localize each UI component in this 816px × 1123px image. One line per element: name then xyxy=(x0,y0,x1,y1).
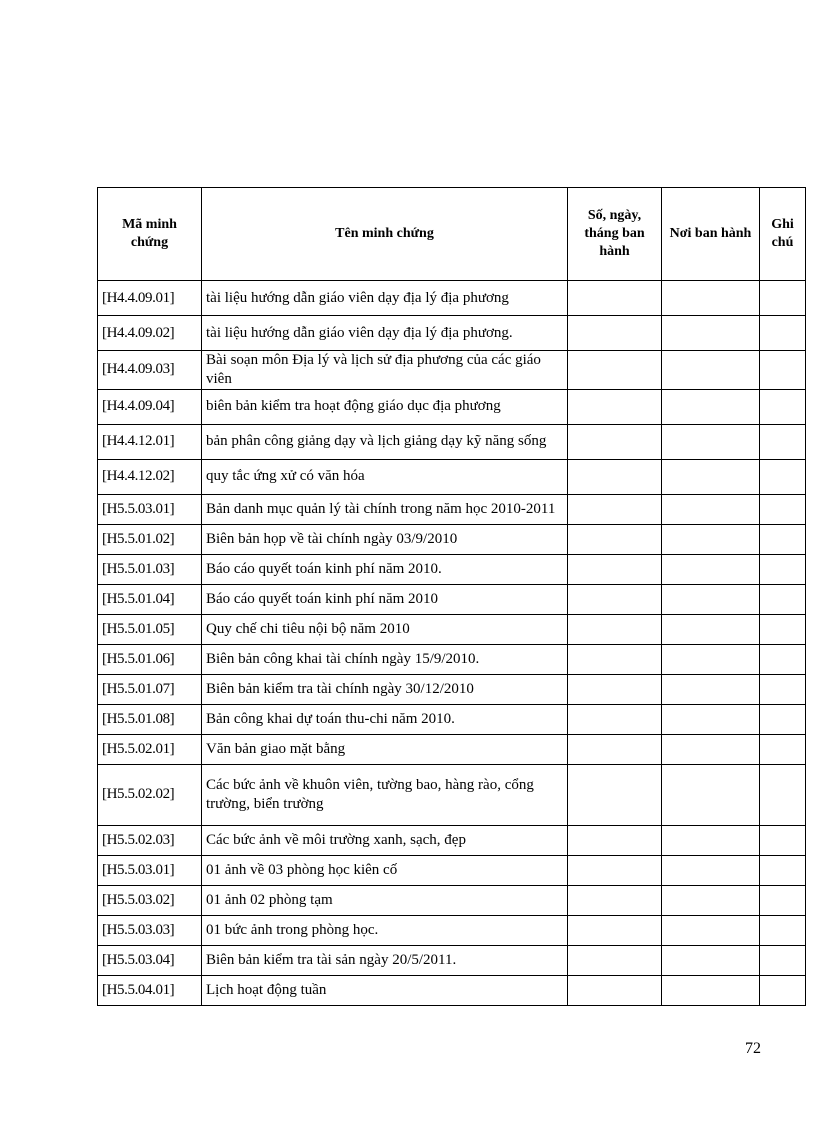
table-row xyxy=(98,734,806,764)
evidence-name-cell: Biên bản công khai tài chính ngày 15/9/2010. xyxy=(202,644,568,674)
evidence-code-cell: [H5.5.03.01] xyxy=(98,855,202,885)
issuer-cell xyxy=(662,915,760,945)
table-header-row xyxy=(98,188,806,281)
issuer-cell xyxy=(662,975,760,1005)
table-row xyxy=(98,554,806,584)
note-cell xyxy=(760,704,806,734)
evidence-code-cell: [H4.4.09.02] xyxy=(98,316,202,351)
table-body xyxy=(98,281,806,1006)
table-row xyxy=(98,584,806,614)
evidence-code-cell: [H5.5.03.04] xyxy=(98,945,202,975)
issuer-cell xyxy=(662,554,760,584)
issuer-cell xyxy=(662,704,760,734)
issuer-cell xyxy=(662,316,760,351)
table-row xyxy=(98,885,806,915)
note-cell xyxy=(760,885,806,915)
evidence-code-cell: [H4.4.12.02] xyxy=(98,459,202,494)
issuer-cell xyxy=(662,614,760,644)
evidence-name-cell: Bản danh mục quản lý tài chính trong năm học 2010-2011 xyxy=(202,494,568,524)
issue-date-cell xyxy=(568,855,662,885)
evidence-code-cell: [H5.5.01.02] xyxy=(98,524,202,554)
issue-date-cell xyxy=(568,644,662,674)
table-row xyxy=(98,975,806,1005)
evidence-name-cell: Biên bản kiểm tra tài chính ngày 30/12/2010 xyxy=(202,674,568,704)
issue-date-cell xyxy=(568,945,662,975)
table-row xyxy=(98,351,806,390)
evidence-name-cell: Biên bản kiểm tra tài sản ngày 20/5/2011. xyxy=(202,945,568,975)
evidence-code-cell: [H5.5.03.02] xyxy=(98,885,202,915)
issuer-cell xyxy=(662,825,760,855)
issuer-cell xyxy=(662,459,760,494)
header-code: Mã minh chứng xyxy=(98,188,202,281)
note-cell xyxy=(760,644,806,674)
evidence-name-cell: quy tắc ứng xử có văn hóa xyxy=(202,459,568,494)
issue-date-cell xyxy=(568,975,662,1005)
table-row xyxy=(98,644,806,674)
issue-date-cell xyxy=(568,494,662,524)
issuer-cell xyxy=(662,644,760,674)
evidence-code-cell: [H5.5.01.04] xyxy=(98,584,202,614)
evidence-name-cell: Lịch hoạt động tuần xyxy=(202,975,568,1005)
issue-date-cell xyxy=(568,674,662,704)
note-cell xyxy=(760,825,806,855)
issue-date-cell xyxy=(568,554,662,584)
issue-date-cell xyxy=(568,424,662,459)
evidence-name-cell: Báo cáo quyết toán kinh phí năm 2010. xyxy=(202,554,568,584)
evidence-code-cell: [H5.5.02.01] xyxy=(98,734,202,764)
note-cell xyxy=(760,584,806,614)
issue-date-cell xyxy=(568,351,662,390)
header-issue-date: Số, ngày, tháng ban hành xyxy=(568,188,662,281)
note-cell xyxy=(760,975,806,1005)
note-cell xyxy=(760,459,806,494)
evidence-name-cell: Quy chế chi tiêu nội bộ năm 2010 xyxy=(202,614,568,644)
evidence-name-cell: 01 ảnh 02 phòng tạm xyxy=(202,885,568,915)
note-cell xyxy=(760,554,806,584)
issuer-cell xyxy=(662,351,760,390)
evidence-name-cell: Các bức ảnh về khuôn viên, tường bao, hàng rào, cổng trường, biển trường xyxy=(202,764,568,825)
issuer-cell xyxy=(662,424,760,459)
evidence-code-cell: [H5.5.03.01] xyxy=(98,494,202,524)
table-row xyxy=(98,614,806,644)
note-cell xyxy=(760,855,806,885)
note-cell xyxy=(760,281,806,316)
evidence-code-cell: [H5.5.01.05] xyxy=(98,614,202,644)
evidence-name-cell: 01 bức ảnh trong phòng học. xyxy=(202,915,568,945)
table-row xyxy=(98,674,806,704)
table-row xyxy=(98,855,806,885)
issue-date-cell xyxy=(568,459,662,494)
table-row xyxy=(98,424,806,459)
evidence-name-cell: Báo cáo quyết toán kinh phí năm 2010 xyxy=(202,584,568,614)
note-cell xyxy=(760,316,806,351)
evidence-name-cell: 01 ảnh về 03 phòng học kiên cố xyxy=(202,855,568,885)
evidence-name-cell: biên bản kiểm tra hoạt động giáo dục địa phương xyxy=(202,389,568,424)
evidence-code-cell: [H5.5.01.08] xyxy=(98,704,202,734)
issuer-cell xyxy=(662,524,760,554)
note-cell xyxy=(760,915,806,945)
issue-date-cell xyxy=(568,614,662,644)
note-cell xyxy=(760,734,806,764)
evidence-name-cell: Bản công khai dự toán thu-chi năm 2010. xyxy=(202,704,568,734)
table-row xyxy=(98,316,806,351)
issue-date-cell xyxy=(568,524,662,554)
issuer-cell xyxy=(662,945,760,975)
evidence-name-cell: Biên bản họp về tài chính ngày 03/9/2010 xyxy=(202,524,568,554)
issuer-cell xyxy=(662,855,760,885)
issuer-cell xyxy=(662,674,760,704)
note-cell xyxy=(760,389,806,424)
evidence-code-cell: [H5.5.01.07] xyxy=(98,674,202,704)
evidence-code-cell: [H4.4.09.04] xyxy=(98,389,202,424)
evidence-code-cell: [H5.5.01.06] xyxy=(98,644,202,674)
table-row xyxy=(98,459,806,494)
issue-date-cell xyxy=(568,281,662,316)
evidence-code-cell: [H5.5.04.01] xyxy=(98,975,202,1005)
issuer-cell xyxy=(662,389,760,424)
evidence-name-cell: bản phân công giảng dạy và lịch giảng dạy kỹ năng sống xyxy=(202,424,568,459)
header-issuer: Nơi ban hành xyxy=(662,188,760,281)
table-row xyxy=(98,494,806,524)
evidence-code-cell: [H5.5.02.03] xyxy=(98,825,202,855)
evidence-code-cell: [H4.4.09.01] xyxy=(98,281,202,316)
evidence-code-cell: [H5.5.01.03] xyxy=(98,554,202,584)
evidence-name-cell: tài liệu hướng dẫn giáo viên dạy địa lý địa phương. xyxy=(202,316,568,351)
table-row xyxy=(98,915,806,945)
header-note: Ghi chú xyxy=(760,188,806,281)
note-cell xyxy=(760,494,806,524)
table-row xyxy=(98,704,806,734)
page-number: 72 xyxy=(745,1040,761,1057)
note-cell xyxy=(760,945,806,975)
evidence-code-cell: [H4.4.09.03] xyxy=(98,351,202,390)
note-cell xyxy=(760,351,806,390)
issue-date-cell xyxy=(568,825,662,855)
evidence-code-cell: [H4.4.12.01] xyxy=(98,424,202,459)
issue-date-cell xyxy=(568,704,662,734)
note-cell xyxy=(760,524,806,554)
table-row xyxy=(98,389,806,424)
issue-date-cell xyxy=(568,915,662,945)
evidence-name-cell: tài liệu hướng dẫn giáo viên dạy địa lý địa phương xyxy=(202,281,568,316)
table-row xyxy=(98,524,806,554)
note-cell xyxy=(760,674,806,704)
issuer-cell xyxy=(662,734,760,764)
evidence-code-cell: [H5.5.02.02] xyxy=(98,764,202,825)
issue-date-cell xyxy=(568,316,662,351)
table-row xyxy=(98,281,806,316)
evidence-name-cell: Văn bản giao mặt bằng xyxy=(202,734,568,764)
note-cell xyxy=(760,764,806,825)
issuer-cell xyxy=(662,584,760,614)
table-row xyxy=(98,825,806,855)
table-row xyxy=(98,764,806,825)
evidence-name-cell: Các bức ảnh về môi trường xanh, sạch, đẹp xyxy=(202,825,568,855)
note-cell xyxy=(760,424,806,459)
issue-date-cell xyxy=(568,764,662,825)
issuer-cell xyxy=(662,764,760,825)
header-name: Tên minh chứng xyxy=(202,188,568,281)
issuer-cell xyxy=(662,885,760,915)
issuer-cell xyxy=(662,281,760,316)
evidence-code-cell: [H5.5.03.03] xyxy=(98,915,202,945)
issue-date-cell xyxy=(568,734,662,764)
issuer-cell xyxy=(662,494,760,524)
issue-date-cell xyxy=(568,584,662,614)
issue-date-cell xyxy=(568,389,662,424)
note-cell xyxy=(760,614,806,644)
table-row xyxy=(98,945,806,975)
evidence-table xyxy=(97,187,806,1006)
issue-date-cell xyxy=(568,885,662,915)
evidence-name-cell: Bài soạn môn Địa lý và lịch sử địa phương của các giáo viên xyxy=(202,351,568,390)
